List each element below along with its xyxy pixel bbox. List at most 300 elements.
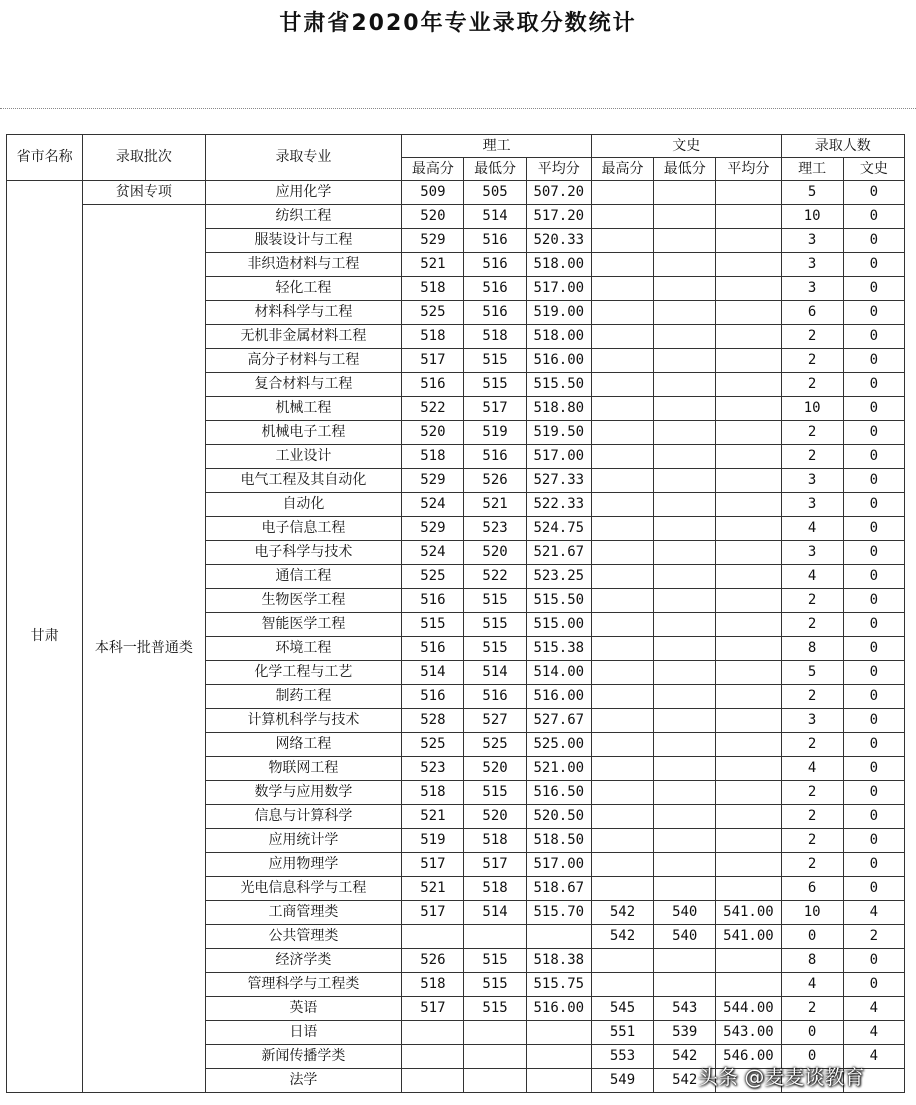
watermark: 头条 @麦麦谈教育 xyxy=(698,1065,865,1089)
score-cell-n-s: 0 xyxy=(781,925,843,949)
score-cell-s-avg xyxy=(526,1045,591,1069)
score-cell-s-min: 514 xyxy=(464,901,526,925)
score-cell-n-s: 5 xyxy=(781,181,843,205)
score-cell-s-max: 516 xyxy=(402,589,464,613)
score-cell-s-max: 529 xyxy=(402,229,464,253)
score-cell-s-min: 521 xyxy=(464,493,526,517)
major-cell: 应用化学 xyxy=(205,181,402,205)
score-cell-s-max xyxy=(402,925,464,949)
score-cell-s-avg: 525.00 xyxy=(526,733,591,757)
score-cell-a-max: 545 xyxy=(591,997,653,1021)
score-cell-s-avg: 516.00 xyxy=(526,997,591,1021)
score-cell-s-min: 523 xyxy=(464,517,526,541)
header-arts-avg: 平均分 xyxy=(716,158,781,181)
score-cell-s-min: 516 xyxy=(464,685,526,709)
score-cell-n-s: 2 xyxy=(781,733,843,757)
score-cell-s-min: 515 xyxy=(464,997,526,1021)
major-cell: 公共管理类 xyxy=(205,925,402,949)
score-cell-n-s: 2 xyxy=(781,373,843,397)
score-cell-s-min: 522 xyxy=(464,565,526,589)
score-cell-a-min xyxy=(654,709,716,733)
score-cell-a-max xyxy=(591,373,653,397)
major-cell: 英语 xyxy=(205,997,402,1021)
major-cell: 日语 xyxy=(205,1021,402,1045)
score-cell-a-max xyxy=(591,181,653,205)
major-cell: 化学工程与工艺 xyxy=(205,661,402,685)
score-cell-s-avg: 515.50 xyxy=(526,373,591,397)
major-cell: 管理科学与工程类 xyxy=(205,973,402,997)
score-cell-a-min xyxy=(654,229,716,253)
major-cell: 新闻传播学类 xyxy=(205,1045,402,1069)
score-cell-a-min xyxy=(654,613,716,637)
score-cell-n-a: 4 xyxy=(843,1021,904,1045)
score-cell-a-avg xyxy=(716,613,781,637)
score-cell-a-max: 542 xyxy=(591,901,653,925)
score-cell-s-avg: 516.00 xyxy=(526,349,591,373)
score-cell-s-min: 516 xyxy=(464,301,526,325)
score-cell-a-max xyxy=(591,277,653,301)
score-cell-a-avg xyxy=(716,421,781,445)
score-cell-s-max: 522 xyxy=(402,397,464,421)
score-cell-a-min xyxy=(654,349,716,373)
score-cell-a-min xyxy=(654,733,716,757)
score-cell-s-avg: 517.20 xyxy=(526,205,591,229)
score-cell-a-min xyxy=(654,853,716,877)
score-cell-n-s: 3 xyxy=(781,253,843,277)
score-cell-s-avg: 521.00 xyxy=(526,757,591,781)
score-cell-s-avg: 523.25 xyxy=(526,565,591,589)
score-cell-s-max: 516 xyxy=(402,373,464,397)
score-cell-s-avg: 515.70 xyxy=(526,901,591,925)
score-cell-s-min: 526 xyxy=(464,469,526,493)
score-cell-a-max xyxy=(591,709,653,733)
score-cell-n-a: 0 xyxy=(843,397,904,421)
score-cell-a-avg xyxy=(716,301,781,325)
score-cell-a-min: 543 xyxy=(654,997,716,1021)
major-cell: 非织造材料与工程 xyxy=(205,253,402,277)
score-cell-s-avg: 515.38 xyxy=(526,637,591,661)
score-cell-a-avg xyxy=(716,757,781,781)
score-cell-a-min xyxy=(654,541,716,565)
score-cell-n-s: 3 xyxy=(781,469,843,493)
score-cell-s-avg: 517.00 xyxy=(526,445,591,469)
score-cell-a-min xyxy=(654,277,716,301)
score-cell-s-min: 518 xyxy=(464,829,526,853)
score-cell-s-max: 523 xyxy=(402,757,464,781)
score-cell-s-avg xyxy=(526,1069,591,1093)
major-cell: 信息与计算科学 xyxy=(205,805,402,829)
score-cell-s-avg xyxy=(526,925,591,949)
score-cell-n-a: 4 xyxy=(843,997,904,1021)
major-cell: 高分子材料与工程 xyxy=(205,349,402,373)
score-cell-n-s: 2 xyxy=(781,613,843,637)
score-cell-n-s: 8 xyxy=(781,637,843,661)
score-cell-n-a: 0 xyxy=(843,205,904,229)
score-cell-a-min xyxy=(654,829,716,853)
score-cell-n-a: 0 xyxy=(843,781,904,805)
score-cell-n-s: 5 xyxy=(781,661,843,685)
score-cell-s-min: 515 xyxy=(464,973,526,997)
score-cell-s-avg: 515.75 xyxy=(526,973,591,997)
score-cell-s-min: 516 xyxy=(464,277,526,301)
score-cell-n-s: 2 xyxy=(781,421,843,445)
score-cell-a-min xyxy=(654,949,716,973)
score-cell-a-avg xyxy=(716,253,781,277)
score-cell-s-min: 517 xyxy=(464,853,526,877)
table-row xyxy=(7,205,905,229)
score-cell-a-min xyxy=(654,373,716,397)
score-cell-n-s: 10 xyxy=(781,901,843,925)
major-cell: 环境工程 xyxy=(205,637,402,661)
score-cell-s-avg: 527.67 xyxy=(526,709,591,733)
score-cell-s-min: 515 xyxy=(464,373,526,397)
score-cell-a-min: 540 xyxy=(654,925,716,949)
major-cell: 自动化 xyxy=(205,493,402,517)
score-cell-n-s: 2 xyxy=(781,325,843,349)
score-cell-s-max: 518 xyxy=(402,781,464,805)
score-cell-a-max xyxy=(591,205,653,229)
score-cell-a-avg xyxy=(716,685,781,709)
score-cell-s-min: 519 xyxy=(464,421,526,445)
score-cell-a-max: 551 xyxy=(591,1021,653,1045)
header-enroll: 录取人数 xyxy=(781,135,904,158)
score-cell-a-avg xyxy=(716,205,781,229)
score-cell-a-avg xyxy=(716,517,781,541)
score-cell-s-avg: 516.50 xyxy=(526,781,591,805)
score-cell-s-max: 525 xyxy=(402,565,464,589)
score-cell-a-max xyxy=(591,517,653,541)
score-cell-a-avg xyxy=(716,373,781,397)
score-cell-n-a: 0 xyxy=(843,949,904,973)
major-cell: 工业设计 xyxy=(205,445,402,469)
major-cell: 材料科学与工程 xyxy=(205,301,402,325)
score-cell-a-max xyxy=(591,685,653,709)
score-cell-a-avg xyxy=(716,877,781,901)
score-cell-n-s: 0 xyxy=(781,1021,843,1045)
score-cell-s-max: 517 xyxy=(402,349,464,373)
score-cell-a-max xyxy=(591,229,653,253)
header-arts: 文史 xyxy=(591,135,781,158)
major-cell: 电子信息工程 xyxy=(205,517,402,541)
header-science: 理工 xyxy=(402,135,592,158)
score-cell-s-avg: 518.80 xyxy=(526,397,591,421)
score-cell-s-max: 518 xyxy=(402,973,464,997)
score-cell-s-max: 528 xyxy=(402,709,464,733)
score-cell-a-avg xyxy=(716,397,781,421)
score-cell-n-a: 0 xyxy=(843,805,904,829)
score-cell-a-max xyxy=(591,661,653,685)
score-cell-s-max: 519 xyxy=(402,829,464,853)
score-cell-s-min: 515 xyxy=(464,781,526,805)
score-cell-a-avg xyxy=(716,733,781,757)
score-cell-s-avg: 518.67 xyxy=(526,877,591,901)
score-cell-s-avg: 519.50 xyxy=(526,421,591,445)
header-science-min: 最低分 xyxy=(464,158,526,181)
score-cell-s-avg: 524.75 xyxy=(526,517,591,541)
score-cell-n-a: 0 xyxy=(843,517,904,541)
score-cell-s-max xyxy=(402,1045,464,1069)
major-cell: 服装设计与工程 xyxy=(205,229,402,253)
score-cell-a-max: 542 xyxy=(591,925,653,949)
score-cell-n-a: 0 xyxy=(843,661,904,685)
score-cell-a-min xyxy=(654,805,716,829)
score-cell-n-s: 4 xyxy=(781,517,843,541)
score-cell-s-max: 520 xyxy=(402,205,464,229)
score-cell-a-max xyxy=(591,805,653,829)
score-cell-a-avg: 541.00 xyxy=(716,925,781,949)
major-cell: 通信工程 xyxy=(205,565,402,589)
score-cell-a-max: 553 xyxy=(591,1045,653,1069)
batch-cell: 本科一批普通类 xyxy=(83,205,205,1093)
score-cell-s-min: 520 xyxy=(464,541,526,565)
score-cell-s-min: 527 xyxy=(464,709,526,733)
major-cell: 电子科学与技术 xyxy=(205,541,402,565)
score-cell-a-max xyxy=(591,637,653,661)
score-cell-a-avg xyxy=(716,781,781,805)
score-cell-s-avg xyxy=(526,1021,591,1045)
score-cell-a-min xyxy=(654,397,716,421)
score-cell-s-avg: 518.00 xyxy=(526,325,591,349)
header-enroll-arts: 文史 xyxy=(843,158,904,181)
page-title: 甘肃省2020年专业录取分数统计 xyxy=(279,11,637,36)
score-cell-n-a: 0 xyxy=(843,541,904,565)
score-cell-s-avg: 514.00 xyxy=(526,661,591,685)
score-cell-a-max xyxy=(591,877,653,901)
score-cell-s-avg: 516.00 xyxy=(526,685,591,709)
score-cell-a-avg xyxy=(716,589,781,613)
major-cell: 应用统计学 xyxy=(205,829,402,853)
score-cell-s-min xyxy=(464,1069,526,1093)
score-cell-a-max xyxy=(591,757,653,781)
score-cell-n-a: 0 xyxy=(843,349,904,373)
score-cell-s-max: 529 xyxy=(402,517,464,541)
score-cell-n-a: 0 xyxy=(843,421,904,445)
score-cell-n-a: 4 xyxy=(843,1045,904,1069)
score-cell-n-a: 0 xyxy=(843,877,904,901)
score-cell-n-s: 2 xyxy=(781,349,843,373)
score-cell-a-avg xyxy=(716,565,781,589)
score-cell-n-s: 2 xyxy=(781,829,843,853)
score-cell-a-min: 542 xyxy=(654,1069,716,1093)
score-cell-a-min xyxy=(654,469,716,493)
score-cell-n-s: 10 xyxy=(781,205,843,229)
score-cell-s-min xyxy=(464,1021,526,1045)
header-arts-max: 最高分 xyxy=(591,158,653,181)
score-cell-a-min xyxy=(654,325,716,349)
major-cell: 电气工程及其自动化 xyxy=(205,469,402,493)
score-cell-n-a: 0 xyxy=(843,589,904,613)
score-cell-n-a: 0 xyxy=(843,709,904,733)
score-cell-s-min xyxy=(464,1045,526,1069)
major-cell: 计算机科学与技术 xyxy=(205,709,402,733)
dotted-divider xyxy=(0,108,916,109)
score-cell-n-a: 0 xyxy=(843,277,904,301)
score-cell-s-max: 518 xyxy=(402,445,464,469)
score-cell-n-s: 8 xyxy=(781,949,843,973)
major-cell: 纺织工程 xyxy=(205,205,402,229)
major-cell: 物联网工程 xyxy=(205,757,402,781)
score-cell-n-s: 3 xyxy=(781,277,843,301)
header-major: 录取专业 xyxy=(205,135,402,181)
score-cell-n-a: 0 xyxy=(843,757,904,781)
score-cell-s-min: 505 xyxy=(464,181,526,205)
score-cell-a-max xyxy=(591,949,653,973)
score-cell-a-max xyxy=(591,829,653,853)
major-cell: 无机非金属材料工程 xyxy=(205,325,402,349)
header-science-avg: 平均分 xyxy=(526,158,591,181)
province-cell: 甘肃 xyxy=(7,181,83,1093)
score-cell-a-max xyxy=(591,469,653,493)
score-cell-a-min xyxy=(654,589,716,613)
score-cell-n-s: 3 xyxy=(781,229,843,253)
score-cell-a-min xyxy=(654,781,716,805)
score-cell-s-avg: 520.50 xyxy=(526,805,591,829)
score-cell-a-avg xyxy=(716,949,781,973)
score-cell-s-min xyxy=(464,925,526,949)
batch-cell: 贫困专项 xyxy=(83,181,205,205)
score-cell-s-max: 529 xyxy=(402,469,464,493)
score-cell-n-a: 0 xyxy=(843,373,904,397)
score-cell-a-max: 549 xyxy=(591,1069,653,1093)
score-cell-a-avg xyxy=(716,325,781,349)
score-cell-a-avg xyxy=(716,973,781,997)
score-cell-s-avg: 518.00 xyxy=(526,253,591,277)
score-cell-n-a: 0 xyxy=(843,565,904,589)
major-cell: 轻化工程 xyxy=(205,277,402,301)
major-cell: 经济学类 xyxy=(205,949,402,973)
score-cell-s-max: 517 xyxy=(402,901,464,925)
score-cell-a-avg xyxy=(716,445,781,469)
score-cell-n-a: 0 xyxy=(843,733,904,757)
score-cell-a-avg xyxy=(716,181,781,205)
score-cell-a-max xyxy=(591,973,653,997)
score-cell-s-min: 515 xyxy=(464,613,526,637)
score-cell-s-max: 525 xyxy=(402,733,464,757)
score-cell-s-max: 525 xyxy=(402,301,464,325)
score-cell-a-min xyxy=(654,877,716,901)
score-cell-s-min: 516 xyxy=(464,253,526,277)
score-cell-s-max: 509 xyxy=(402,181,464,205)
score-cell-n-a: 0 xyxy=(843,469,904,493)
score-cell-n-s: 2 xyxy=(781,997,843,1021)
score-cell-a-min: 539 xyxy=(654,1021,716,1045)
score-cell-a-max xyxy=(591,253,653,277)
score-cell-s-min: 515 xyxy=(464,637,526,661)
score-cell-s-avg: 519.00 xyxy=(526,301,591,325)
score-cell-a-max xyxy=(591,613,653,637)
score-cell-n-s: 2 xyxy=(781,781,843,805)
score-cell-s-min: 515 xyxy=(464,589,526,613)
score-cell-n-a: 0 xyxy=(843,253,904,277)
score-cell-n-a: 0 xyxy=(843,445,904,469)
score-cell-a-avg: 543.00 xyxy=(716,1021,781,1045)
score-cell-s-max: 514 xyxy=(402,661,464,685)
score-cell-a-max xyxy=(591,733,653,757)
score-cell-a-max xyxy=(591,541,653,565)
score-cell-n-a: 0 xyxy=(843,685,904,709)
score-cell-a-min xyxy=(654,973,716,997)
score-cell-s-max: 521 xyxy=(402,253,464,277)
score-cell-a-avg xyxy=(716,469,781,493)
score-cell-a-avg xyxy=(716,229,781,253)
score-cell-a-max xyxy=(591,349,653,373)
score-cell-s-min: 515 xyxy=(464,949,526,973)
score-cell-a-avg xyxy=(716,661,781,685)
score-cell-a-avg: 546.00 xyxy=(716,1045,781,1069)
score-cell-s-avg: 517.00 xyxy=(526,853,591,877)
score-cell-n-a: 0 xyxy=(843,493,904,517)
score-cell-n-a: 0 xyxy=(843,301,904,325)
score-cell-a-min: 542 xyxy=(654,1045,716,1069)
score-cell-s-max: 518 xyxy=(402,325,464,349)
score-cell-n-s: 6 xyxy=(781,301,843,325)
score-cell-s-avg: 520.33 xyxy=(526,229,591,253)
score-cell-s-max: 526 xyxy=(402,949,464,973)
score-cell-n-a: 0 xyxy=(843,181,904,205)
score-cell-a-min xyxy=(654,493,716,517)
score-cell-a-avg: 544.00 xyxy=(716,997,781,1021)
major-cell: 机械电子工程 xyxy=(205,421,402,445)
score-cell-a-avg xyxy=(716,541,781,565)
score-cell-s-min: 515 xyxy=(464,349,526,373)
score-cell-s-min: 514 xyxy=(464,661,526,685)
score-cell-s-avg: 515.00 xyxy=(526,613,591,637)
score-cell-n-s: 10 xyxy=(781,397,843,421)
score-cell-a-max xyxy=(591,397,653,421)
score-cell-n-a: 0 xyxy=(843,229,904,253)
score-cell-a-max xyxy=(591,565,653,589)
score-cell-a-avg xyxy=(716,637,781,661)
score-cell-s-max: 520 xyxy=(402,421,464,445)
score-cell-a-min xyxy=(654,565,716,589)
score-cell-a-max xyxy=(591,781,653,805)
major-cell: 生物医学工程 xyxy=(205,589,402,613)
score-cell-s-avg: 527.33 xyxy=(526,469,591,493)
score-cell-a-min xyxy=(654,445,716,469)
score-cell-a-max xyxy=(591,301,653,325)
score-cell-a-min xyxy=(654,421,716,445)
score-cell-s-min: 520 xyxy=(464,757,526,781)
score-cell-n-s: 3 xyxy=(781,709,843,733)
header-science-max: 最高分 xyxy=(402,158,464,181)
score-cell-s-max: 515 xyxy=(402,613,464,637)
score-cell-n-s: 6 xyxy=(781,877,843,901)
major-cell: 法学 xyxy=(205,1069,402,1093)
score-cell-a-max xyxy=(591,853,653,877)
score-cell-n-s: 4 xyxy=(781,973,843,997)
score-cell-a-max xyxy=(591,589,653,613)
score-cell-n-s: 3 xyxy=(781,541,843,565)
score-cell-a-min xyxy=(654,205,716,229)
score-cell-n-s: 4 xyxy=(781,565,843,589)
score-cell-s-min: 518 xyxy=(464,877,526,901)
header-enroll-science: 理工 xyxy=(781,158,843,181)
score-cell-s-min: 517 xyxy=(464,397,526,421)
score-cell-s-min: 516 xyxy=(464,229,526,253)
score-cell-s-max: 521 xyxy=(402,877,464,901)
score-cell-n-s: 4 xyxy=(781,757,843,781)
score-cell-a-min xyxy=(654,637,716,661)
score-cell-s-min: 516 xyxy=(464,445,526,469)
score-cell-n-s: 0 xyxy=(781,1045,843,1069)
table-body xyxy=(7,181,905,1093)
score-cell-s-max: 521 xyxy=(402,805,464,829)
table-row xyxy=(7,181,905,205)
score-cell-s-max xyxy=(402,1069,464,1093)
score-cell-s-avg: 518.38 xyxy=(526,949,591,973)
major-cell: 网络工程 xyxy=(205,733,402,757)
major-cell: 机械工程 xyxy=(205,397,402,421)
